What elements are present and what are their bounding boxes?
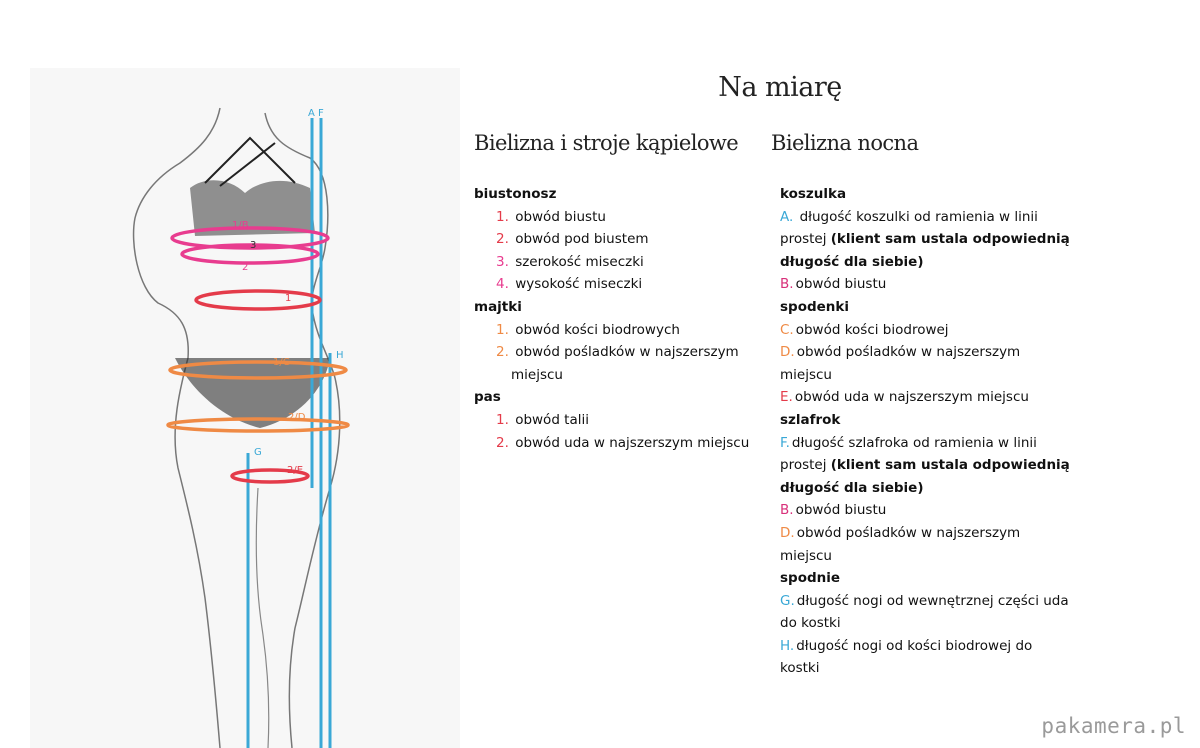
- list-item: [474, 432, 764, 455]
- item-text: obwód pośladków w najszerszym: [796, 524, 1021, 541]
- column-underwear: [474, 183, 764, 454]
- label-g: G: [254, 447, 262, 458]
- group-shirt-title: koszulka: [780, 186, 847, 202]
- list-item: [780, 522, 1085, 545]
- item-number: D.: [780, 524, 795, 541]
- group-briefs-title: majtki: [474, 298, 522, 315]
- list-item: [780, 341, 1085, 364]
- label-a: A: [308, 108, 315, 119]
- column-nightwear: [780, 183, 1085, 680]
- item-number: H.: [780, 637, 795, 654]
- body-measurement-illustration: [30, 68, 460, 748]
- list-item: [780, 386, 1085, 409]
- heading-underwear: Bielizna i stroje kąpielowe: [474, 131, 739, 155]
- item-text-continuation: miejscu: [780, 366, 832, 383]
- page-title: Na miarę: [718, 72, 842, 103]
- group-shorts-title: spodenki: [780, 298, 850, 315]
- body-sketch: [30, 68, 460, 748]
- item-number: E.: [780, 389, 793, 406]
- item-text: obwód talii: [515, 411, 589, 428]
- group-robe-title: szlafrok: [780, 411, 841, 428]
- list-item: [780, 635, 1085, 658]
- list-item-continuation: [780, 454, 1085, 477]
- item-text-continuation: do kostki: [780, 615, 841, 632]
- list-item: [780, 319, 1085, 342]
- item-number: B.: [780, 502, 794, 519]
- list-item: [474, 206, 764, 229]
- label-2: 2: [242, 262, 249, 273]
- list-item: [474, 273, 764, 296]
- item-number: 1.: [496, 208, 509, 225]
- list-item: [474, 228, 764, 251]
- item-number: 1.: [496, 411, 509, 428]
- list-item: [780, 206, 1085, 229]
- item-text: prostej: [780, 231, 831, 248]
- item-number: D.: [780, 344, 795, 361]
- item-text: obwód uda w najszerszym miejscu: [794, 389, 1029, 406]
- pakamera-logo[interactable]: pakamera.pl: [1041, 714, 1186, 738]
- item-note-continuation: długość dla siebie): [780, 479, 924, 496]
- item-number: G.: [780, 592, 795, 609]
- item-text: długość koszulki od ramienia w linii: [799, 208, 1038, 225]
- item-note-continuation: długość dla siebie): [780, 253, 924, 270]
- item-note: (klient sam ustala odpowiednią: [830, 457, 1070, 474]
- label-2d: 2/D: [288, 412, 306, 423]
- item-text-continuation: miejscu: [511, 366, 563, 383]
- item-number: 4.: [496, 276, 509, 293]
- group-bra-title: biustonosz: [474, 186, 557, 202]
- label-f: F: [318, 108, 324, 119]
- label-1: 1: [285, 293, 292, 304]
- item-number: C.: [780, 321, 794, 338]
- item-text: obwód pośladków w najszerszym: [796, 344, 1021, 361]
- list-item: [474, 341, 764, 364]
- item-text: prostej: [780, 457, 831, 474]
- label-3: 3: [250, 240, 257, 251]
- item-text: obwód biustu: [795, 502, 887, 519]
- item-text: długość nogi od wewnętrznej części uda: [796, 592, 1069, 609]
- item-text: obwód kości biodrowej: [795, 321, 949, 338]
- item-text: obwód pod biustem: [515, 231, 649, 248]
- group-trousers-title: spodnie: [780, 570, 841, 587]
- item-text: obwód biustu: [795, 276, 887, 293]
- item-text: długość szlafroka od ramienia w linii: [791, 434, 1037, 451]
- item-number: 2.: [496, 434, 509, 451]
- label-2e: 2/E: [287, 465, 304, 476]
- item-text: długość nogi od kości biodrowej do: [796, 637, 1033, 654]
- list-item-continuation: [780, 228, 1085, 251]
- list-item: [780, 499, 1085, 522]
- item-text: obwód uda w najszerszym miejscu: [515, 434, 750, 451]
- list-item: [474, 251, 764, 274]
- list-item: [474, 319, 764, 342]
- item-number: B.: [780, 276, 794, 293]
- item-number: 1.: [496, 321, 509, 338]
- item-text: obwód biustu: [515, 208, 606, 225]
- item-number: A.: [780, 208, 794, 225]
- item-text: obwód kości biodrowych: [515, 321, 680, 338]
- item-text: obwód pośladków w najszerszym: [515, 344, 739, 361]
- label-1c: 1/C: [273, 357, 290, 368]
- heading-nightwear: Bielizna nocna: [771, 131, 919, 155]
- item-text-continuation: miejscu: [780, 547, 832, 564]
- list-item: [474, 409, 764, 432]
- item-number: F.: [780, 434, 790, 451]
- item-number: 3.: [496, 253, 509, 270]
- list-item: [780, 432, 1085, 455]
- item-note: (klient sam ustala odpowiednią: [830, 231, 1070, 248]
- group-belt-title: pas: [474, 389, 501, 406]
- item-number: 2.: [496, 344, 509, 361]
- item-number: 2.: [496, 231, 509, 248]
- label-1b: 1/B: [232, 220, 249, 231]
- label-h: H: [336, 350, 344, 361]
- item-text: wysokość miseczki: [515, 276, 643, 293]
- list-item: [780, 273, 1085, 296]
- list-item: [780, 590, 1085, 613]
- item-text-continuation: kostki: [780, 660, 820, 677]
- item-text: szerokość miseczki: [515, 253, 644, 270]
